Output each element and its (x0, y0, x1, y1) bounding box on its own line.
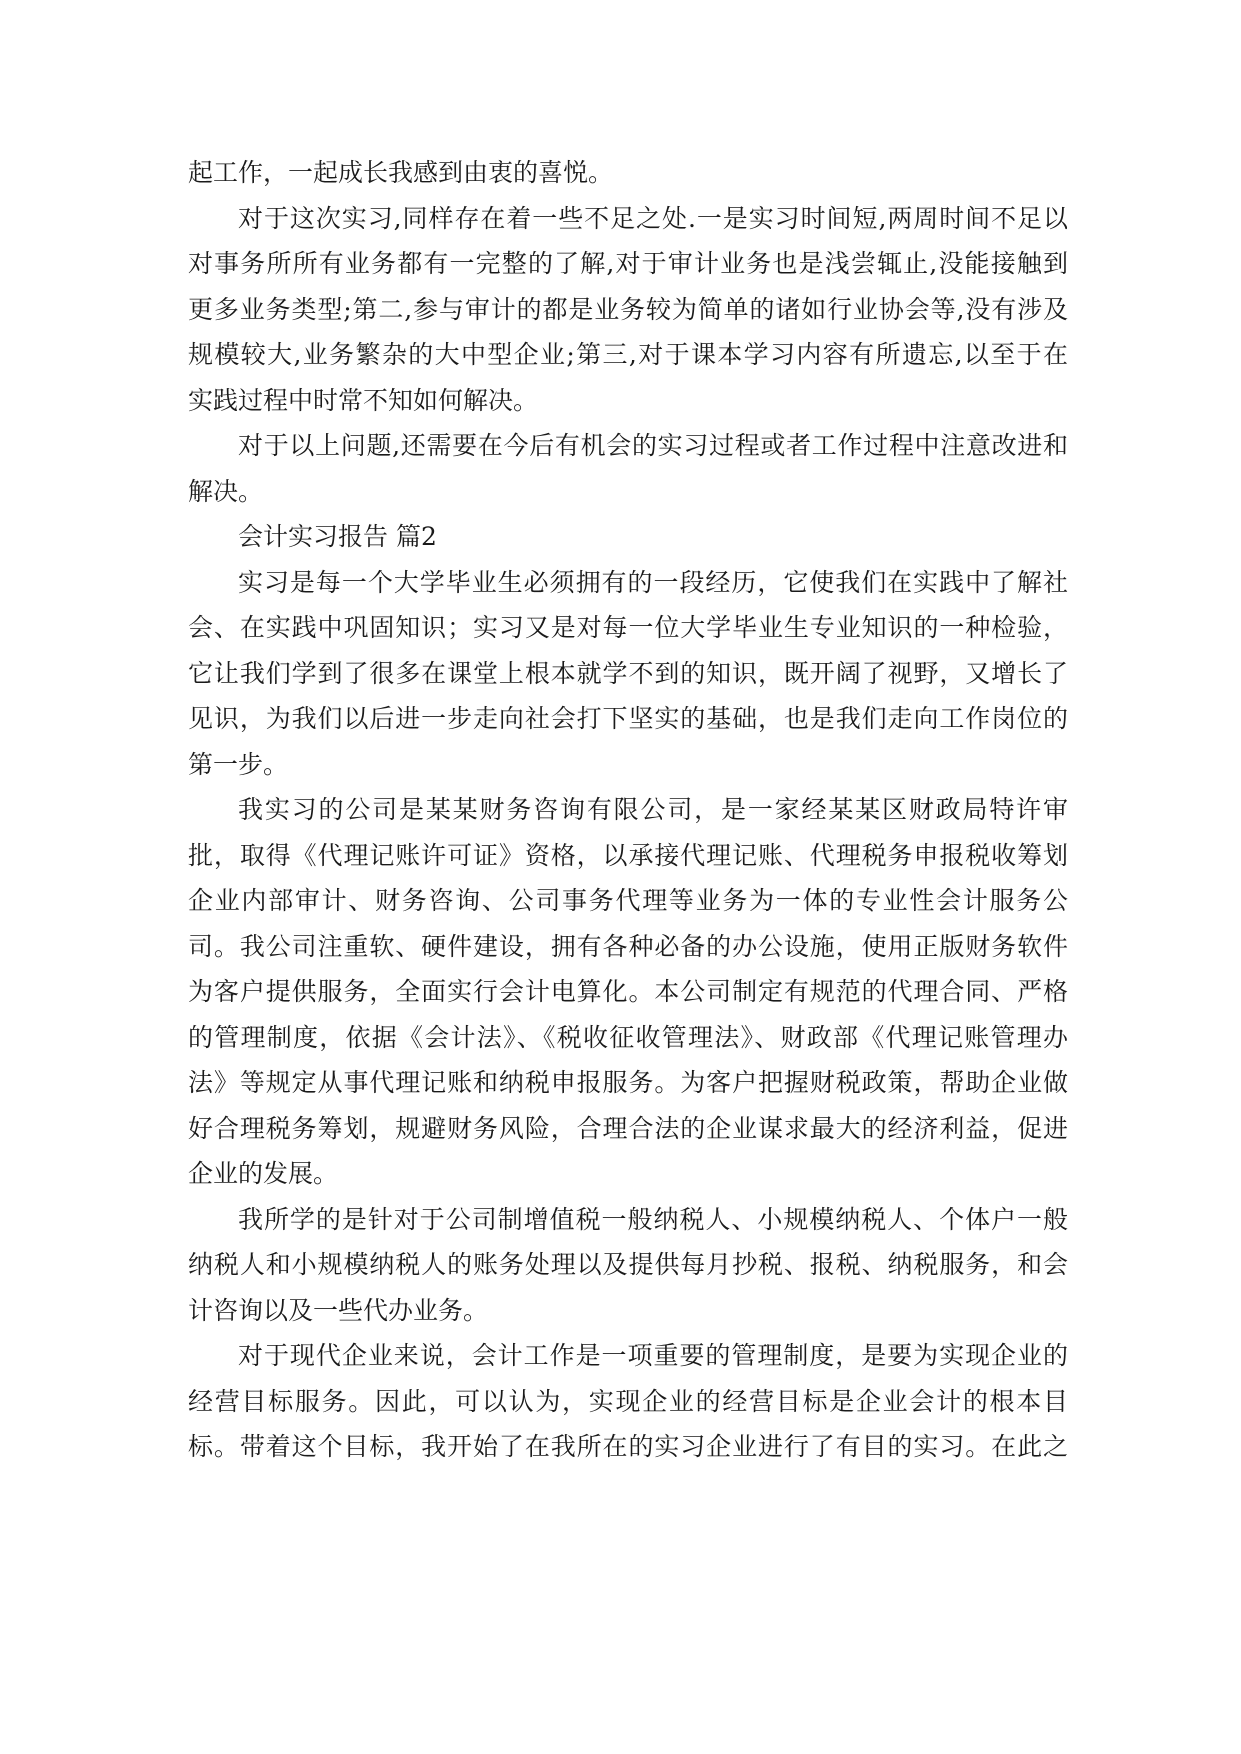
text-line: 为客户提供服务，全面实行会计电算化。本公司制定有规范的代理合同、严格 (188, 977, 1068, 1006)
text-line: 的管理制度，依据《会计法》、《税收征收管理法》、财政部《代理记账管理办 (188, 1022, 1068, 1052)
text-line: 标。带着这个目标，我开始了在我所在的实习企业进行了有目的实习。在此之 (188, 1432, 1068, 1461)
section-heading: 会计实习报告 篇2 (238, 522, 437, 551)
text-line: 实习是每一个大学毕业生必须拥有的一段经历，它使我们在实践中了解社 (238, 567, 1068, 597)
text-line: 我实习的公司是某某财务咨询有限公司，是一家经某某区财政局特许审 (238, 795, 1068, 824)
text-line: 起工作，一起成长我感到由衷的喜悦。 (188, 158, 614, 187)
text-line: 对于现代企业来说，会计工作是一项重要的管理制度，是要为实现企业的 (238, 1341, 1068, 1370)
text-line: 我所学的是针对于公司制增值税一般纳税人、小规模纳税人、个体户一般 (238, 1204, 1068, 1234)
text-line: 企业的发展。 (188, 1159, 339, 1188)
text-line: 经营目标服务。因此，可以认为，实现企业的经营目标是企业会计的根本目 (188, 1386, 1068, 1416)
text-line: 解决。 (188, 476, 264, 506)
text-line: 纳税人和小规模纳税人的账务处理以及提供每月抄税、报税、纳税服务，和会 (188, 1250, 1068, 1279)
text-line: 对于这次实习,同样存在着一些不足之处.一是实习时间短,两周时间不足以 (238, 203, 1068, 233)
document-body (188, 150, 1068, 1470)
text-line: 会、在实践中巩固知识；实习又是对每一位大学毕业生专业知识的一种检验， (188, 613, 1068, 642)
text-line: 对事务所所有业务都有一完整的了解,对于审计业务也是浅尝辄止,没能接触到 (188, 249, 1068, 278)
text-line: 见识，为我们以后进一步走向社会打下坚实的基础，也是我们走向工作岗位的 (188, 704, 1068, 733)
text-line: 它让我们学到了很多在课堂上根本就学不到的知识，既开阔了视野，又增长了 (188, 658, 1068, 688)
text-line: 规模较大,业务繁杂的大中型企业;第三,对于课本学习内容有所遗忘,以至于在 (188, 340, 1068, 369)
text-line: 第一步。 (188, 749, 289, 779)
text-line: 实践过程中时常不知如何解决。 (188, 385, 539, 415)
text-line: 法》等规定从事代理记账和纳税申报服务。为客户把握财税政策，帮助企业做 (188, 1068, 1068, 1097)
text-line: 对于以上问题,还需要在今后有机会的实习过程或者工作过程中注意改进和 (238, 431, 1068, 460)
text-line: 更多业务类型;第二,参与审计的都是业务较为简单的诸如行业协会等,没有涉及 (188, 294, 1068, 324)
text-line: 司。我公司注重软、硬件建设，拥有各种必备的办公设施，使用正版财务软件 (188, 931, 1068, 961)
text-line: 计咨询以及一些代办业务。 (188, 1295, 489, 1325)
text-line: 好合理税务筹划，规避财务风险，合理合法的企业谋求最大的经济利益，促进 (188, 1113, 1068, 1143)
text-line: 批，取得《代理记账许可证》资格，以承接代理记账、代理税务申报税收筹划 (188, 840, 1068, 870)
text-line: 企业内部审计、财务咨询、公司事务代理等业务为一体的专业性会计服务公 (188, 886, 1068, 915)
